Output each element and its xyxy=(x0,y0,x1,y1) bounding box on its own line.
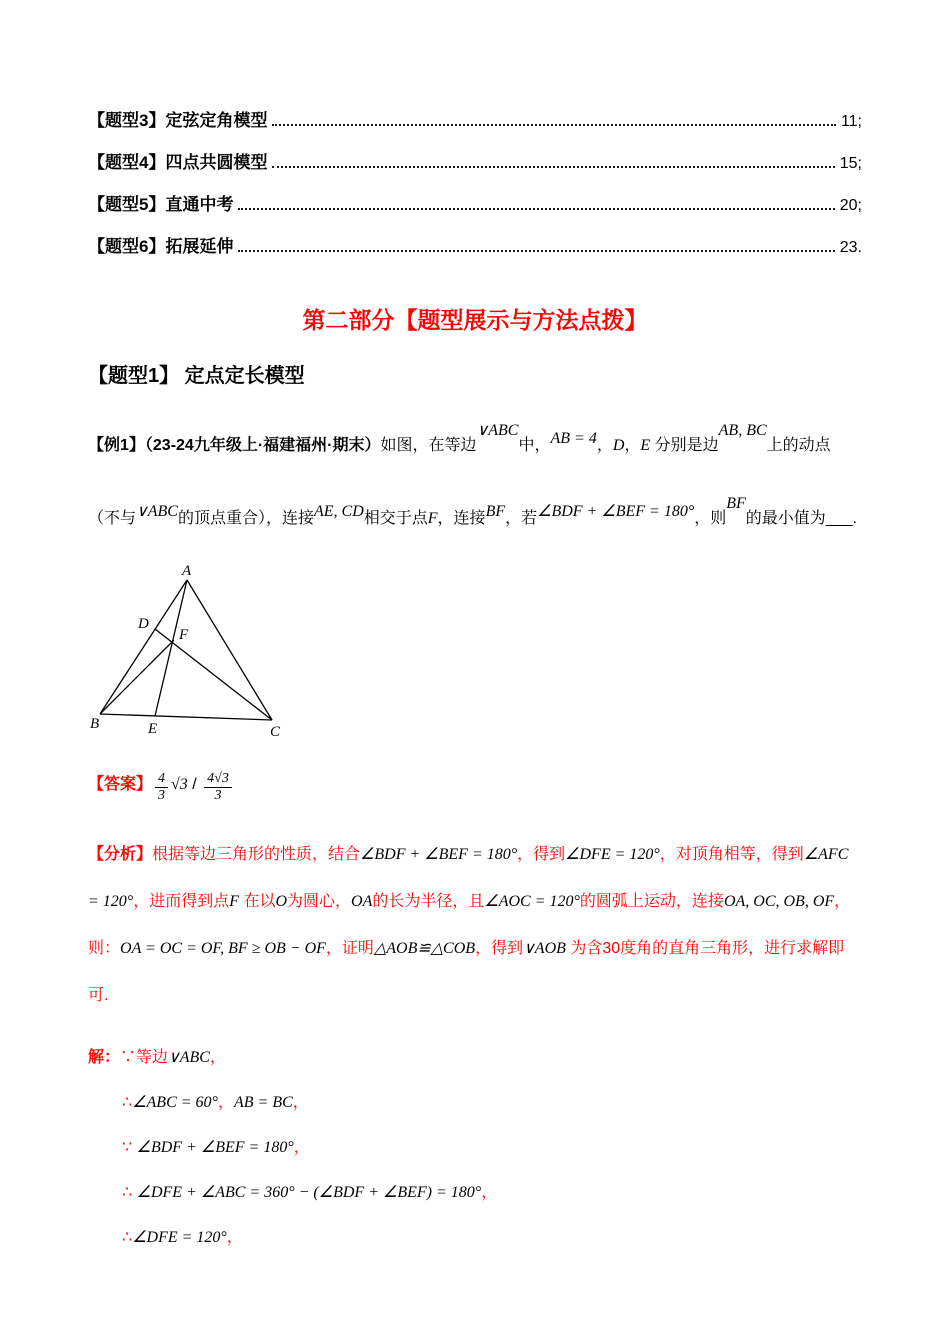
text-run: ，得到 xyxy=(517,846,566,863)
text-run: ∠ABC = 60° xyxy=(132,1094,218,1111)
toc-item xyxy=(88,226,862,268)
analysis-paragraph xyxy=(88,831,862,1019)
text-run: ，对顶角相等，得到 xyxy=(659,846,804,863)
text-run: 分别是边 xyxy=(650,437,719,454)
text-run: ，则 xyxy=(694,510,727,527)
text-run: ， xyxy=(217,1094,234,1111)
text-run: $\frac{4}{3}$ xyxy=(155,771,168,804)
text-run: ，则： xyxy=(88,893,851,957)
text-run: 相交于点 xyxy=(363,510,428,527)
toc-item-label: 【题型5】直通中考 xyxy=(88,195,234,214)
solve-label: 解： xyxy=(88,1049,121,1066)
text-run: 根据等边三角形的性质，结合 xyxy=(152,846,361,863)
analysis-label: 【分析】 xyxy=(88,846,153,863)
text-run: O xyxy=(275,893,288,910)
text-run: ， xyxy=(293,1139,310,1156)
text-run: ∠AOC = 120° xyxy=(484,893,580,910)
segment-dc xyxy=(155,629,272,720)
text-run: AE, CD xyxy=(313,503,364,520)
answer-label: 【答案】 xyxy=(88,776,153,793)
segment-ab xyxy=(100,580,187,714)
text-run: ， xyxy=(209,1049,226,1066)
segment-ae xyxy=(155,580,187,716)
text-run: 的圆弧上运动，连接 xyxy=(579,893,724,910)
text-run: OA, OC, OB, OF xyxy=(723,893,835,910)
text-run: ∠BDF + ∠BEF = 180° xyxy=(360,846,518,863)
text-run: ∠BDF + ∠BEF = 180° xyxy=(136,1139,294,1156)
solution-line xyxy=(122,1223,862,1253)
toc-page-number: 20; xyxy=(839,197,862,214)
part-title: 第二部分【题型展示与方法点拨】 xyxy=(302,307,648,333)
text-run: 为含30度角的直角三角形，进行求解即可. xyxy=(88,940,845,1004)
text-run: ∨ABC xyxy=(476,422,519,439)
text-run: ∨ABC xyxy=(136,503,178,520)
text-run: ，连接 xyxy=(437,510,486,527)
geometry-figure xyxy=(90,562,305,747)
text-run: ∴ xyxy=(122,1184,137,1201)
toc-item xyxy=(88,184,862,226)
text-run: ∠AFC = 120° xyxy=(88,846,849,910)
text-run: AB = BC xyxy=(233,1094,293,1111)
text-run: （23-24九年级上·福建福州·期末） xyxy=(144,437,381,454)
table-of-contents xyxy=(88,100,862,268)
text-run: 如图，在等边 xyxy=(380,437,477,454)
solution-line xyxy=(122,1178,862,1208)
text-run: ，得到 xyxy=(475,940,524,957)
example-paragraph xyxy=(88,402,862,548)
toc-item-label: 【题型3】定弦定角模型 xyxy=(88,111,268,130)
vertex-label-a: A xyxy=(182,563,192,579)
section-title: 【题型1】 定点定长模型 xyxy=(88,365,305,387)
triangle-diagram xyxy=(90,562,305,747)
text-run: OA xyxy=(351,893,373,910)
toc-item-label: 【题型4】四点共圆模型 xyxy=(88,153,268,172)
text-run: ，进而得到点 xyxy=(133,893,230,910)
text-run: ， xyxy=(226,1229,243,1246)
text-run: ， xyxy=(624,437,641,454)
text-run: BF xyxy=(726,495,746,512)
answer-line xyxy=(88,765,862,805)
toc-page-number: 15; xyxy=(839,155,862,172)
text-run: OA = OC = OF, BF ≥ OB − OF xyxy=(120,940,326,957)
solution-block xyxy=(88,1043,862,1253)
text-run: ∴ xyxy=(122,1229,133,1246)
text-run: √3 xyxy=(171,776,188,793)
text-run: F xyxy=(229,893,239,910)
text-run: ∨AOB xyxy=(523,940,566,957)
text-run: / xyxy=(187,776,202,793)
vertex-label-f: F xyxy=(179,627,189,643)
text-run: 的最小值为 xyxy=(745,510,826,527)
vertex-label-b: B xyxy=(90,716,100,732)
text-run: 在以 xyxy=(239,893,276,910)
text-run: ∨ABC xyxy=(168,1049,210,1066)
toc-item-label: 【题型6】拓展延伸 xyxy=(88,237,234,256)
text-run: 中， xyxy=(518,437,551,454)
solution-line xyxy=(122,1088,862,1118)
text-run: ∵等边 xyxy=(120,1049,169,1066)
toc-page-number: 11; xyxy=(840,113,862,130)
text-run: ∠DFE = 120° xyxy=(565,846,660,863)
solution-line xyxy=(122,1133,862,1163)
text-run: $\frac{4√3}{3}$ xyxy=(204,771,232,804)
text-run: ， xyxy=(292,1094,309,1111)
text-run: 为圆心， xyxy=(287,893,352,910)
vertex-label-c: C xyxy=(270,724,281,740)
text-run: D xyxy=(612,437,625,454)
text-run: AB, BC xyxy=(718,422,767,439)
text-run: ∠BDF + ∠BEF = 180° xyxy=(537,503,695,520)
solution-line xyxy=(88,1043,862,1073)
vertex-label-d: D xyxy=(138,616,149,632)
toc-leader-dots xyxy=(272,124,835,126)
text-run: ___. xyxy=(825,510,857,527)
text-run: ∴ xyxy=(122,1094,133,1111)
text-run: F xyxy=(427,510,438,527)
text-run: 的长为半径，且 xyxy=(372,893,485,910)
text-run: BF xyxy=(485,503,506,520)
text-run: △AOB≌△COB xyxy=(373,940,476,957)
text-run: AB = 4 xyxy=(550,430,597,447)
toc-leader-dots xyxy=(272,166,834,168)
toc-leader-dots xyxy=(238,208,834,210)
vertex-label-e: E xyxy=(148,721,158,737)
text-run: ∠DFE + ∠ABC = 360° − (∠BDF + ∠BEF) = 180° xyxy=(136,1184,482,1201)
text-run: ， xyxy=(481,1184,498,1201)
example-label: 【例1】 xyxy=(88,437,145,454)
segment-ca xyxy=(187,580,272,720)
text-run: 的动点（不与 xyxy=(88,437,831,527)
toc-item xyxy=(88,142,862,184)
text-run: ∠DFE = 120° xyxy=(132,1229,227,1246)
text-run: E xyxy=(640,437,651,454)
segment-bf xyxy=(100,640,174,714)
text-run: ∵ xyxy=(122,1139,137,1156)
text-run: 的顶点重合），连接 xyxy=(177,510,314,527)
segment-bc xyxy=(100,714,272,720)
toc-item xyxy=(88,100,862,142)
text-run: 上 xyxy=(766,437,783,454)
text-run: ，证明 xyxy=(325,940,374,957)
toc-page-number: 23. xyxy=(839,239,862,256)
text-run: ， xyxy=(596,437,613,454)
text-run: ，若 xyxy=(505,510,538,527)
toc-leader-dots xyxy=(238,250,834,252)
